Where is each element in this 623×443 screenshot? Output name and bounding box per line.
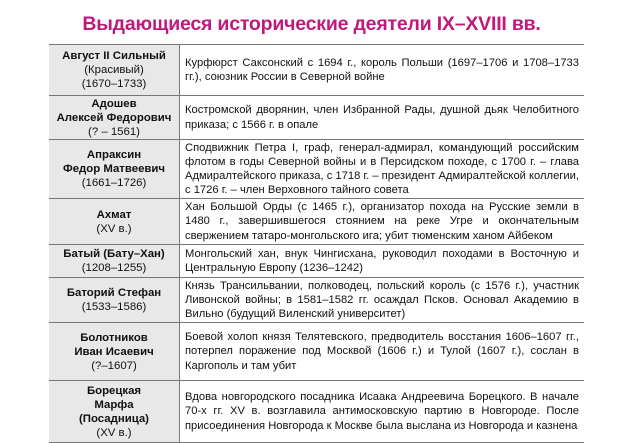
figure-name-cell <box>49 140 180 198</box>
figure-name: Алексей Федорович <box>56 111 172 124</box>
figure-description: Князь Трансильвании, полководец, польский король (с 1576 г.), участник Ливонской войны; в 1581–1582 гг. осаждал Псков. Основал Академию в Вильно (будущий Виленский университет) <box>185 279 579 321</box>
table-row <box>49 381 584 443</box>
figure-name: Болотников <box>80 331 148 344</box>
page-title: Выдающиеся исторические деятели IX–XVIII вв. <box>82 13 541 35</box>
figure-description-cell <box>180 245 584 277</box>
figure-years: (? – 1561) <box>88 125 140 138</box>
figure-name-cell <box>49 323 180 380</box>
figure-description: Вдова новгородского посадника Исаака Андреевича Борецкого. В начале 70-х гг. XV в. возглавила антимосковскую партию в Новгороде. После присоединения Новгорода к Москве была выслана из Новгорода и казнена <box>185 391 579 432</box>
figure-description: Хан Большой Орды (с 1465 г.), организатор похода на Русские земли в 1480 г., завершившегося стоянием на реке Угре и окончательным свержением татаро-монгольского ига; убит тюменским ханом Айбеком <box>185 201 579 242</box>
figure-description: Сподвижник Петра I, граф, генерал-адмирал, командующий российским флотом в годы Северной войны и в Персидском походе, с 1700 г. – глава Адмиралтейского приказа, с 1718 г. – президент Адмиралтейской коллегии, с 1726 г. – член Верховного тайного совета <box>185 141 579 197</box>
figure-description-cell <box>180 45 584 95</box>
figure-name: Апраксин <box>86 149 142 161</box>
table-row <box>49 278 584 323</box>
figure-years: (1208–1255) <box>81 262 147 274</box>
figure-name: Борецкая <box>86 384 142 397</box>
figure-name: (Красивый) <box>84 64 144 76</box>
figure-description: Курфюрст Саксонский с 1694 г., король Польши (1697–1706 и 1708–1733 гг.), союзник России в Северной войне <box>185 56 579 83</box>
figure-description: Костромской дворянин, член Избранной Рады, душной дьяк Челобитного приказа; с 1566 г. в опале <box>185 104 579 131</box>
figure-years: (XV в.) <box>96 222 132 235</box>
figure-name: Август II Сильный <box>62 50 166 62</box>
figure-years: (1661–1726) <box>81 177 147 189</box>
figure-name: Федор Матвеевич <box>62 163 166 175</box>
figure-description: Монгольский хан, внук Чингисхана, руководил походами в Восточную и Центральную Европу (1236–1242) <box>185 247 579 274</box>
figure-name-cell <box>49 381 180 442</box>
table-row <box>49 245 584 278</box>
figure-description: Боевой холоп князя Телятевского, предводитель восстания 1606–1607 гг., потерпел поражение под Москвой (1606 г.) и Тулой (1607 г.), сослан в Каргополь и там убит <box>185 331 579 372</box>
figure-name: Иван Исаевич <box>74 345 154 358</box>
figure-description-cell <box>180 278 584 322</box>
figure-name: Ахмат <box>96 208 132 221</box>
figure-name: (Посадница) <box>79 412 149 425</box>
figure-description-cell <box>180 323 584 380</box>
figure-years: (1533–1586) <box>81 301 147 313</box>
figure-name: Адошев <box>91 97 137 110</box>
figure-name-cell <box>49 199 180 244</box>
table-row <box>49 96 584 140</box>
figure-description-cell <box>180 199 584 244</box>
figure-name: Баторий Стефан <box>66 287 162 299</box>
figure-description-cell <box>180 381 584 442</box>
figure-name-cell <box>49 96 180 139</box>
figures-table <box>49 44 584 443</box>
figure-years: (XV в.) <box>96 426 132 439</box>
table-row <box>49 199 584 245</box>
figure-name-cell <box>49 278 180 322</box>
table-row <box>49 140 584 199</box>
figure-years: (1670–1733) <box>81 78 147 90</box>
figure-description-cell <box>180 96 584 139</box>
figure-name-cell <box>49 45 180 95</box>
figure-description-cell <box>180 140 584 198</box>
table-row <box>49 323 584 381</box>
figure-name: Марфа <box>94 398 134 411</box>
table-row <box>49 45 584 96</box>
figure-years: (?–1607) <box>91 359 137 372</box>
figure-name-cell <box>49 245 180 277</box>
figure-name: Батый (Бату–Хан) <box>63 248 165 260</box>
